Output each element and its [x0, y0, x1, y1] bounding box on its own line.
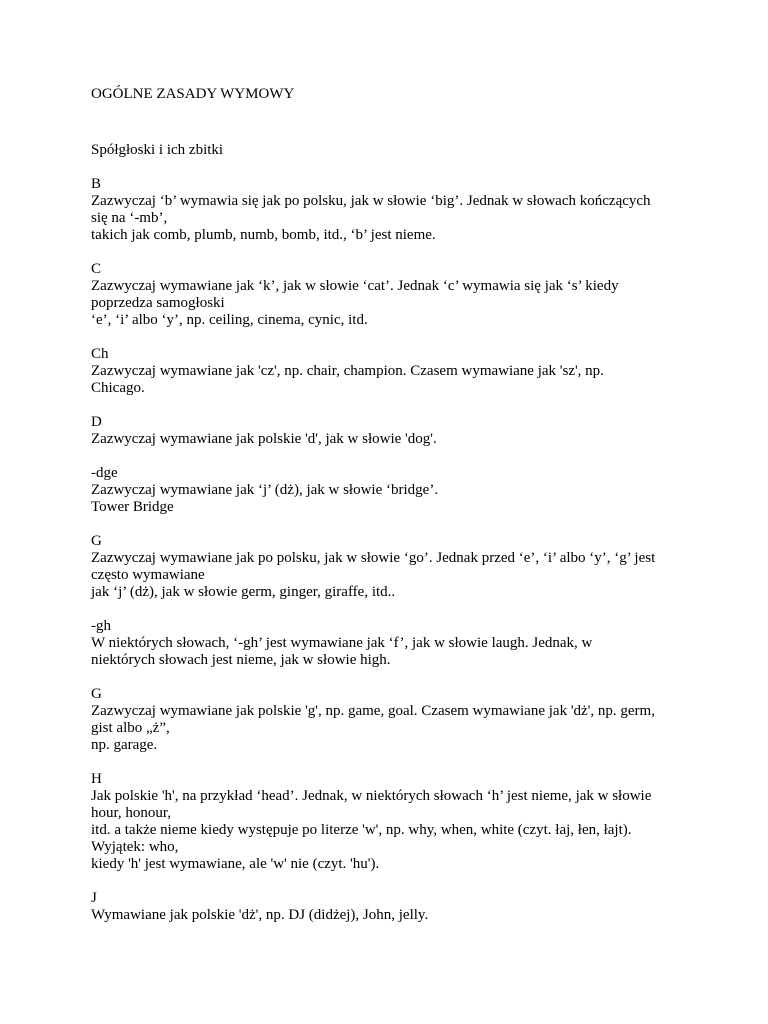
section-j-9 — [91, 890, 691, 924]
section-d-3 — [91, 414, 691, 448]
section-text-line: gist albo „ż”, — [91, 720, 170, 736]
section-text-line: poprzedza samogłoski — [91, 295, 225, 311]
section-c-1 — [91, 261, 691, 329]
document-subtitle: Spółgłoski i ich zbitki — [91, 142, 224, 158]
section-text-line: kiedy 'h' jest wymawiane, ale 'w' nie (czyt. 'hu'). — [91, 856, 380, 872]
section-text-line: Wyjątek: who, — [91, 839, 179, 855]
section-heading: G — [91, 533, 102, 549]
section-h-8 — [91, 771, 691, 873]
section-heading: Ch — [91, 346, 109, 362]
section-text-line: jak ‘j’ (dż), jak w słowie germ, ginger, giraffe, itd.. — [91, 584, 396, 600]
section-text-line: się na ‘-mb’, — [91, 210, 168, 226]
section-text-line: hour, honour, — [91, 805, 172, 821]
section-text-line: Zazwyczaj wymawiane jak polskie 'g', np. game, goal. Czasem wymawiane jak 'dż', np. germ, — [91, 703, 655, 719]
section-heading: B — [91, 176, 102, 192]
section-text-line: np. garage. — [91, 737, 158, 753]
section-b-0 — [91, 176, 691, 244]
section-gh-6 — [91, 618, 691, 669]
section-g-7 — [91, 686, 691, 754]
section-ch-2 — [91, 346, 691, 397]
section-text-line: Zazwyczaj wymawiane jak ‘j’ (dż), jak w słowie ‘bridge’. — [91, 482, 439, 498]
section-text-line: itd. a także nieme kiedy występuje po literze 'w', np. why, when, white (czyt. łaj, łen, łajt). — [91, 822, 632, 838]
section-text-line: ‘e’, ‘i’ albo ‘y’, np. ceiling, cinema, cynic, itd. — [91, 312, 368, 328]
section-heading: H — [91, 771, 102, 787]
section-dge-4 — [91, 465, 691, 516]
section-heading: C — [91, 261, 102, 277]
section-text-line: Zazwyczaj wymawiane jak 'cz', np. chair, champion. Czasem wymawiane jak 'sz', np. — [91, 363, 604, 379]
section-text-line: Zazwyczaj wymawiane jak polskie 'd', jak w słowie 'dog'. — [91, 431, 437, 447]
section-heading: -dge — [91, 465, 118, 481]
section-text-line: Wymawiane jak polskie 'dż', np. DJ (didżej), John, jelly. — [91, 907, 429, 923]
document-title: OGÓLNE ZASADY WYMOWY — [91, 86, 295, 102]
section-text-line: często wymawiane — [91, 567, 205, 583]
section-text-line: Chicago. — [91, 380, 145, 396]
section-heading: J — [91, 890, 97, 906]
section-text-line: Jak polskie 'h', na przykład ‘head’. Jednak, w niektórych słowach ‘h’ jest nieme, jak w słowie — [91, 788, 652, 804]
section-g-5 — [91, 533, 691, 601]
section-heading: D — [91, 414, 102, 430]
section-heading: G — [91, 686, 102, 702]
section-heading: -gh — [91, 618, 111, 634]
section-text-line: niektórych słowach jest nieme, jak w słowie high. — [91, 652, 391, 668]
section-text-line: Zazwyczaj ‘b’ wymawia się jak po polsku, jak w słowie ‘big’. Jednak w słowach kończących — [91, 193, 651, 209]
section-text-line: takich jak comb, plumb, numb, bomb, itd., ‘b’ jest nieme. — [91, 227, 436, 243]
section-text-line: Zazwyczaj wymawiane jak po polsku, jak w słowie ‘go’. Jednak przed ‘e’, ‘i’ albo ‘y’, ‘g’ jest — [91, 550, 656, 566]
sections-container — [91, 176, 691, 924]
document-page — [91, 86, 691, 941]
section-text-line: Zazwyczaj wymawiane jak ‘k’, jak w słowie ‘cat’. Jednak ‘c’ wymawia się jak ‘s’ kiedy — [91, 278, 619, 294]
section-text-line: W niektórych słowach, ‘-gh’ jest wymawiane jak ‘f’, jak w słowie laugh. Jednak, w — [91, 635, 593, 651]
section-text-line: Tower Bridge — [91, 499, 174, 515]
